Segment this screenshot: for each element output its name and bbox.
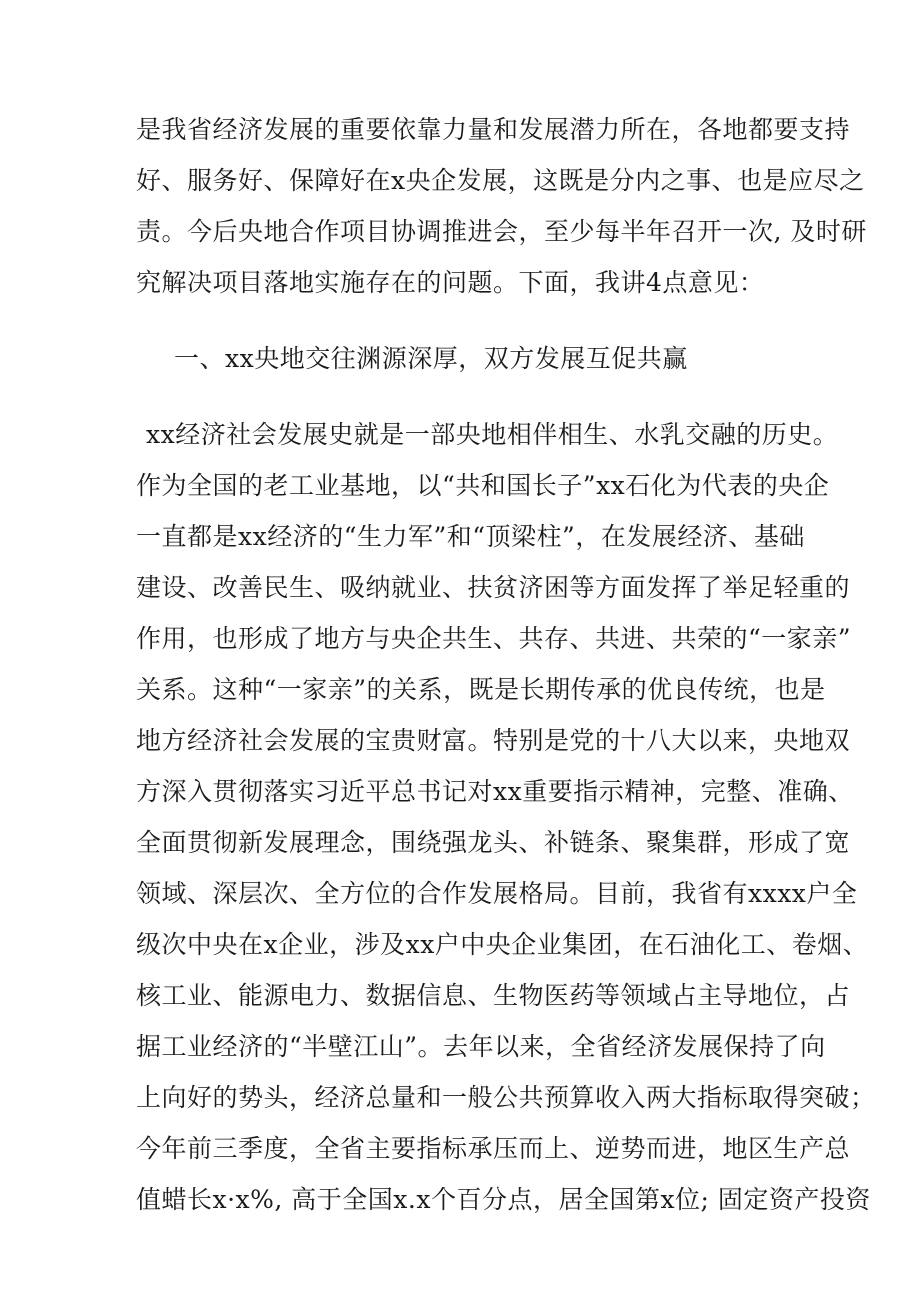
text-line: 一直都是xx经济的“生力军”和“顶梁柱”，在发展经济、基础 — [136, 522, 805, 551]
document-text — [136, 104, 876, 1225]
intro-paragraph — [136, 104, 867, 308]
text-line: 据工业经济的“半壁江山”。去年以来，全省经济发展保持了向 — [136, 1032, 826, 1061]
section-heading: 一、xx央地交往渊源深厚，双方发展互促共赢 — [174, 344, 688, 373]
text-line: 好、服务好、保障好在x央企发展，这既是分内之事、也是应尽之 — [136, 166, 865, 195]
text-line: 责。今后央地合作项目协调推进会，至少每半年召开一次, 及时研 — [136, 217, 867, 246]
text-line: 领域、深层次、全方位的合作发展格局。目前，我省有xxxx户全 — [136, 879, 858, 908]
text-line: 今年前三季度，全省主要指标承压而上、逆势而进，地区生产总 — [136, 1134, 851, 1163]
text-line: 作为全国的老工业基地，以“共和国长子”xx石化为代表的央企 — [136, 471, 830, 500]
text-line: 究解决项目落地实施存在的问题。下面，我讲4点意见： — [136, 268, 765, 297]
text-line: 级次中央在x企业，涉及xx户中央企业集团，在石油化工、卷烟、 — [136, 930, 869, 959]
text-line: 方深入贯彻落实习近平总书记对xx重要指示精神，完整、准确、 — [136, 777, 854, 806]
text-line: 全面贯彻新发展理念，围绕强龙头、补链条、聚集群，形成了宽 — [136, 828, 851, 857]
text-line: 核工业、能源电力、数据信息、生物医药等领域占主导地位，占 — [136, 981, 851, 1010]
text-line: 值蜡长x·x%, 高于全国x.x个百分点，居全国第x位; 固定资产投资 — [136, 1185, 871, 1214]
text-line: 关系。这种“一家亲”的关系，既是长期传承的优良传统，也是 — [136, 675, 826, 704]
body-paragraph — [136, 409, 876, 1225]
text-line: xx经济社会发展史就是一部央地相伴相生、水乳交融的历史。 — [146, 420, 839, 449]
text-line: 是我省经济发展的重要依靠力量和发展潜力所在，各地都要支持 — [136, 115, 851, 144]
text-line: 上向好的势头，经济总量和一般公共预算收入两大指标取得突破； — [136, 1083, 876, 1112]
text-line: 建设、改善民生、吸纳就业、扶贫济困等方面发挥了举足轻重的 — [136, 573, 851, 602]
text-line: 作用，也形成了地方与央企共生、共存、共进、共荣的“一家亲” — [136, 624, 852, 653]
text-line: 地方经济社会发展的宝贵财富。特别是党的十八大以来，央地双 — [136, 726, 851, 755]
